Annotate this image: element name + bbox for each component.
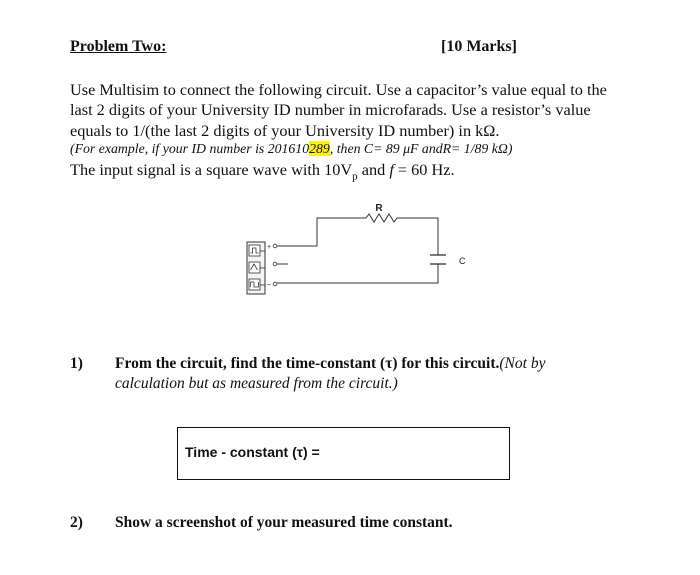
input-signal-text: The input signal is a square wave with 10V	[70, 160, 353, 179]
highlighted-digits: 289	[309, 141, 330, 156]
common-terminal	[273, 262, 277, 266]
capacitor-label: C	[459, 256, 466, 266]
peak-subscript: p	[352, 170, 358, 183]
plus-terminal	[273, 244, 277, 248]
question-1-note-end: calculation but as measured from the circuit.)	[115, 375, 398, 392]
question-2-bold: Show a screenshot of your measured time constant.	[115, 514, 453, 531]
marks-label: [10 Marks]	[441, 38, 517, 55]
question-2-text	[115, 514, 453, 532]
rc-circuit-diagram	[240, 198, 470, 303]
frequency-symbol: f	[389, 160, 394, 179]
circuit-wires	[277, 218, 438, 283]
intro-line-3: equals to 1/(the last 2 digits of your University ID number) in kΩ.	[70, 121, 500, 140]
example-line	[70, 141, 512, 157]
time-constant-label: Time - constant (τ) =	[185, 444, 320, 460]
answer-box[interactable]	[177, 427, 510, 480]
input-signal-frequency: = 60 Hz.	[393, 160, 455, 179]
question-2-number: 2)	[70, 514, 83, 531]
input-signal-line	[70, 160, 455, 182]
resistor-symbol	[366, 214, 400, 222]
resistor-label: R	[375, 203, 383, 214]
question-1-text	[115, 355, 545, 373]
capacitor-symbol	[430, 255, 446, 264]
example-text-start: (For example, if your ID number is 201610	[70, 141, 310, 156]
question-1-number: 1)	[70, 355, 83, 372]
question-1-note-start: (Not by	[499, 355, 546, 372]
plus-terminal-label: +	[267, 244, 272, 251]
problem-title: Problem Two:	[70, 38, 167, 55]
question-1-bold: From the circuit, find the time-constant (τ) for this circuit.	[115, 355, 500, 372]
minus-terminal-label: –	[267, 281, 271, 288]
function-generator-icon	[247, 242, 265, 294]
intro-line-2: last 2 digits of your University ID number in microfarads. Use a resistor’s value	[70, 100, 591, 119]
example-text-end: , then C= 89 μF andR= 1/89 kΩ)	[329, 141, 513, 156]
input-signal-and: and	[357, 160, 390, 179]
minus-terminal	[273, 282, 277, 286]
intro-line-1: Use Multisim to connect the following circuit. Use a capacitor’s value equal to the	[70, 80, 607, 99]
